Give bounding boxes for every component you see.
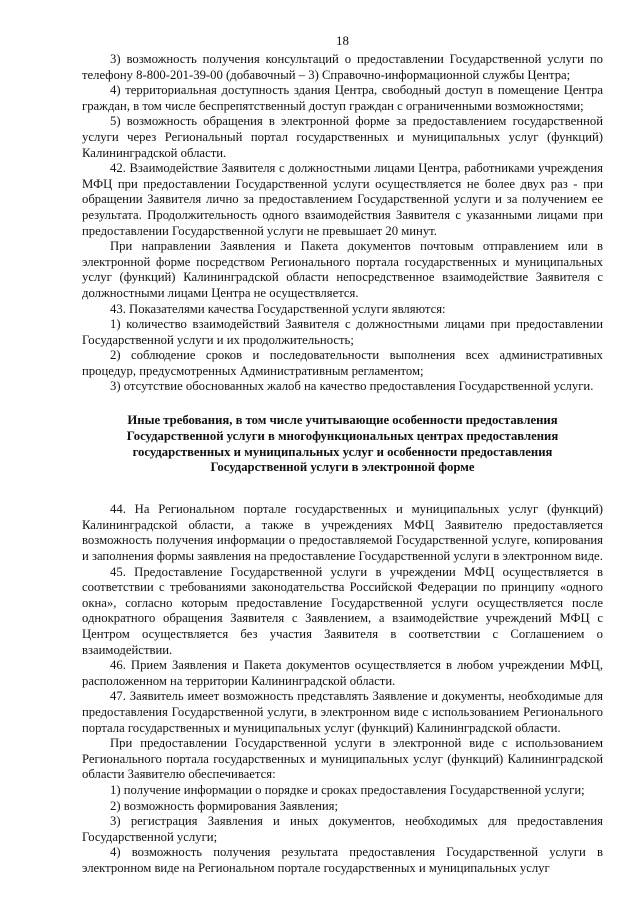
paragraph: При предоставлении Государственной услуги в электронной виде с использованием Регионального портала государственных и муниципальных услуг (функций) Калининградской области Заявителю обеспечивается: (82, 736, 603, 782)
list-item: 2) возможность формирования Заявления; (110, 798, 339, 813)
list-item: 3) регистрация Заявления и иных документов, необходимых для предоставления Государственной услуги; (82, 814, 603, 844)
list-item: 1) получение информации о порядке и сроках предоставления Государственной услуги; (110, 782, 585, 797)
document-body (82, 52, 603, 877)
paragraph: 3) отсутствие обоснованных жалоб на качество предоставления Государственной услуги. (110, 379, 594, 394)
page-number: 18 (336, 33, 349, 48)
paragraph-44: 44. На Региональном портале государственных и муниципальных услуг (функций) Калининградской области, а также в учреждениях МФЦ Заявителю предоставляется возможность получения информации о предоставляемой Государственной услуге, копирования и заполнения формы заявления на предоставление Государственной услуги в электронном виде. (82, 502, 603, 564)
paragraph-42: 42. Взаимодействие Заявителя с должностными лицами Центра, работниками учреждения МФЦ при предоставлении Государственной услуги осуществляется не более двух раз - при обращении Заявителя лично за предоставлением Государственной услуги и за получением ее результата. Продолжительность одного взаимодействия Заявителя с указанными лицами при предоставлении Государственной услуги не превышает 20 минут. (82, 161, 603, 238)
section-heading (82, 413, 603, 476)
paragraph-47: 47. Заявитель имеет возможность представлять Заявление и документы, необходимые для предоставления Государственной услуги, в электронном виде с использованием Регионального портала государственных и муниципальных услуг (функций) Калининградской области. (82, 689, 603, 735)
list-item: 4) возможность получения результата предоставления Государственной услуги в электронном виде на Региональном портале государственных и муниципальных услуг (82, 845, 603, 875)
paragraph: 1) количество взаимодействий Заявителя с должностными лицами при предоставлении Государственной услуги и их продолжительность; (82, 317, 603, 347)
paragraph: 3) возможность получения консультаций о предоставлении Государственной услуги по телефону 8-800-201-39-00 (добавочный – 3) Справочно-информационной службы Центра; (82, 52, 603, 82)
heading-line: Государственной услуги в многофункциональных центрах предоставления (126, 428, 559, 443)
paragraph-45: 45. Предоставление Государственной услуги в учреждении МФЦ осуществляется в соответствии с требованиями законодательства Российской Федерации по принципу «одного окна», согласно которым предоставление Государственной услуги осуществляется после однократного обращения Заявителя с Заявлением, а взаимодействие учреждений МФЦ с Центром осуществляется без участия Заявителя в соответствии с Соглашением о взаимодействии. (82, 564, 603, 657)
paragraph-46: 46. Прием Заявления и Пакета документов осуществляется в любом учреждении МФЦ, расположенном на территории Калининградской области. (82, 658, 603, 688)
paragraph: 4) территориальная доступность здания Центра, свободный доступ в помещение Центра граждан, в том числе беспрепятственный доступ граждан с ограниченными возможностями; (82, 83, 603, 113)
paragraph: 2) соблюдение сроков и последовательности выполнения всех административных процедур, предусмотренных Административным регламентом; (82, 348, 603, 378)
heading-line: государственных и муниципальных услуг и особенности предоставления (132, 444, 553, 459)
paragraph-43: 43. Показателями качества Государственной услуги являются: (110, 301, 446, 316)
paragraph: 5) возможность обращения в электронной форме за предоставлением государственной услуги через Региональный портал государственных и муниципальных услуг (функций) Калининградской области. (82, 114, 603, 160)
heading-line: Государственной услуги в электронной форме (210, 460, 475, 475)
paragraph: При направлении Заявления и Пакета документов почтовым отправлением или в электронной форме посредством Регионального портала государственных и муниципальных услуг (функций) Калининградской области непосредственное взаимодействие Заявителя с должностными лицами Центра не осуществляется. (82, 239, 603, 300)
heading-line: Иные требования, в том числе учитывающие особенности предоставления (127, 413, 558, 428)
